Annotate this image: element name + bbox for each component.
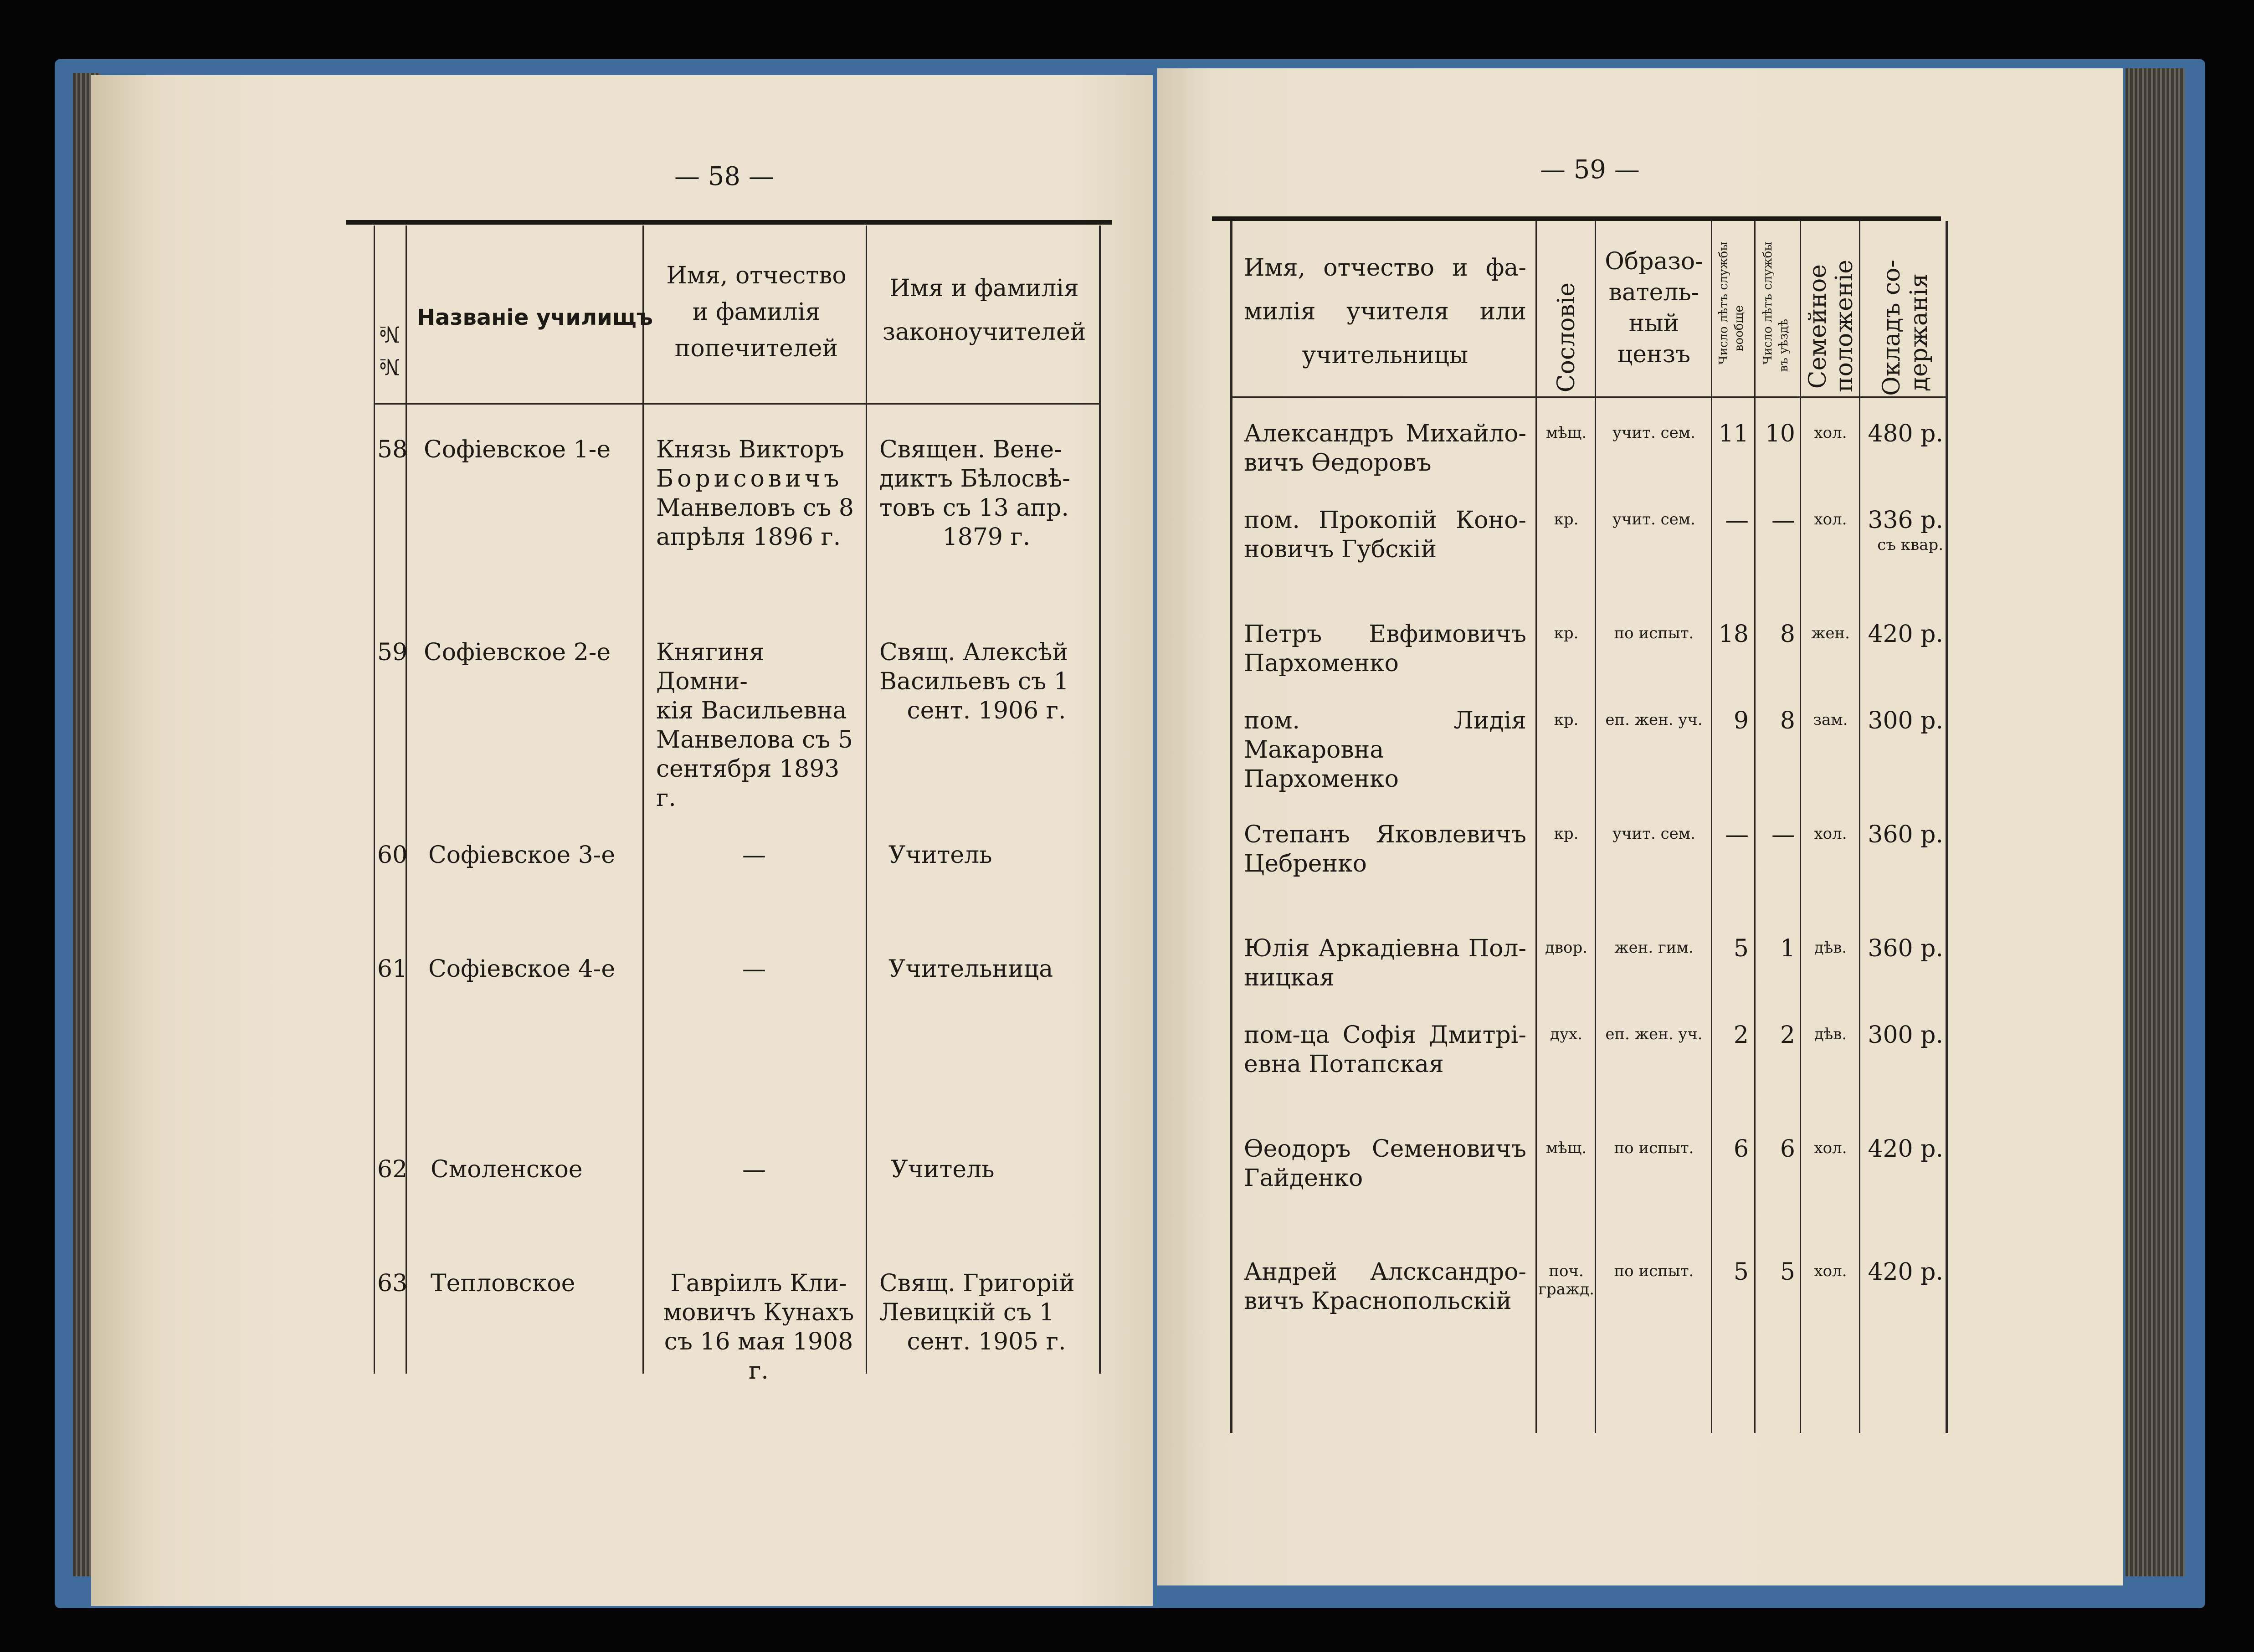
estate: кр. — [1554, 624, 1579, 642]
header-line: ватель- — [1608, 279, 1699, 306]
trustee-name: — — [742, 841, 766, 869]
header-line: Имя, отчество и фа- — [1244, 254, 1526, 282]
header-school: Названіе училищъ — [417, 305, 653, 330]
header-line: вообще — [1732, 305, 1746, 352]
estate — [1538, 1262, 1595, 1298]
salary-note: съ квар. — [1877, 536, 1943, 554]
text-line: съ 16 мая 1908 г. — [664, 1328, 853, 1385]
text-line: новичъ Губскій — [1244, 536, 1437, 563]
teacher-name — [1244, 506, 1526, 564]
table-divider — [1535, 221, 1537, 1433]
row-number: 61 — [377, 955, 408, 983]
salary: 336 р. — [1868, 507, 1943, 534]
years-uyezd: 2 — [1780, 1021, 1795, 1049]
page-number-left: — 58 — — [674, 162, 774, 191]
years-uyezd: 1 — [1780, 935, 1795, 962]
text-line: пом-ца Софія Дмитрі- — [1244, 1021, 1526, 1049]
text-line: Пархоменко — [1244, 765, 1399, 793]
right-page-stack — [2126, 68, 2185, 1576]
years-total: 18 — [1718, 621, 1749, 648]
family-status: хол. — [1814, 1262, 1847, 1280]
text-line: вичъ Өедоровъ — [1244, 449, 1432, 477]
header-line: Семейное — [1804, 264, 1832, 389]
text-line: Өеодоръ Семеновичъ — [1244, 1135, 1526, 1163]
priest-name — [879, 1269, 1094, 1356]
text-line: гражд. — [1538, 1280, 1594, 1298]
text-line: Пархоменко — [1244, 650, 1399, 677]
header-line: цензъ — [1617, 341, 1691, 368]
row-number: 60 — [377, 841, 408, 869]
school-name: Софіевское 4-е — [428, 955, 616, 983]
estate: кр. — [1554, 825, 1579, 843]
text-line: Княгиня Домни- — [656, 639, 765, 695]
table-divider — [1800, 221, 1801, 1433]
education-cens: учит. сем. — [1612, 825, 1695, 843]
trustee-name — [656, 638, 861, 813]
table-divider — [1595, 221, 1596, 1433]
text-line: диктъ Бѣлосвѣ- — [879, 465, 1070, 493]
years-total: 5 — [1733, 935, 1749, 962]
header-number: № № — [377, 321, 402, 380]
text-line: евна Потапская — [1244, 1051, 1444, 1078]
years-uyezd: 6 — [1780, 1135, 1795, 1163]
table-border-left — [1230, 221, 1232, 1433]
header-line: положеніе — [1831, 260, 1858, 392]
education-cens: по испыт. — [1614, 1139, 1694, 1157]
text-line: ницкая — [1244, 964, 1335, 991]
right-page — [1157, 68, 2123, 1585]
estate: кр. — [1554, 510, 1579, 528]
teacher-name — [1244, 1021, 1526, 1079]
header-line: милія учителя или — [1244, 298, 1526, 325]
left-page — [91, 75, 1153, 1606]
row-number: 59 — [377, 639, 408, 666]
table-border-right — [1099, 226, 1101, 1374]
trustee-name: — — [742, 1156, 766, 1183]
table-divider — [1859, 221, 1860, 1433]
header-line: учительницы — [1302, 342, 1468, 369]
salary: 300 р. — [1868, 1021, 1943, 1049]
text-line: сентября 1893 г. — [656, 755, 840, 812]
text-line: сент. 1906 г. — [907, 697, 1066, 724]
teacher-name — [1244, 934, 1526, 992]
text-line: Свящ. Григорій — [879, 1270, 1075, 1297]
text-line: Князь Викторъ — [656, 436, 844, 463]
text-line: Андрей Алскcандро- — [1244, 1258, 1526, 1286]
priest-name: Учитель — [891, 1156, 995, 1183]
education-cens: учит. сем. — [1612, 424, 1695, 442]
header-teacher — [1244, 246, 1526, 377]
teacher-name — [1244, 820, 1526, 878]
salary: 360 р. — [1868, 821, 1943, 848]
header-line: Имя и фамилія — [889, 275, 1079, 302]
header-line: Число лѣтъ службы — [1717, 241, 1730, 365]
trustee-name: — — [742, 955, 766, 983]
years-total: 6 — [1733, 1135, 1749, 1163]
text-line: товъ съ 13 апр. — [879, 494, 1069, 522]
text-line: мовичъ Кунахъ — [663, 1299, 854, 1326]
text-line: поч. — [1549, 1262, 1584, 1280]
header-line: въ уѣздѣ — [1777, 319, 1791, 372]
header-line: держанія — [1905, 273, 1933, 392]
priest-name: Учитель — [888, 841, 992, 869]
teacher-name — [1244, 1257, 1526, 1316]
teacher-name — [1244, 620, 1526, 678]
header-rule — [1230, 396, 1946, 398]
teacher-name — [1244, 1134, 1526, 1193]
table-border-right — [1946, 221, 1948, 1433]
salary: 360 р. — [1868, 935, 1943, 962]
family-status: хол. — [1814, 510, 1847, 528]
estate: мѣщ. — [1545, 1139, 1587, 1157]
text-line: Александръ Михайло- — [1244, 420, 1526, 447]
text-line: Петръ Евфимовичъ — [1244, 621, 1526, 648]
estate: двор. — [1545, 939, 1588, 957]
school-name: Софіевское 3-е — [428, 841, 616, 869]
years-uyezd: — — [1771, 821, 1795, 848]
text-line: сент. 1905 г. — [907, 1328, 1066, 1355]
header-line: и фамилія — [692, 298, 821, 326]
text-line: Манвелова съ 5 — [656, 726, 853, 754]
header-line: Окладъ со- — [1878, 260, 1905, 396]
header-line: законоучителей — [882, 318, 1086, 346]
text-line: Васильевъ съ 1 — [879, 668, 1069, 695]
text-line: Борисовичъ — [656, 465, 843, 493]
trustee-name — [656, 435, 857, 552]
trustee-name — [656, 1269, 861, 1385]
text-line: апрѣля 1896 г. — [656, 523, 841, 551]
estate: кр. — [1554, 711, 1579, 729]
table-divider — [406, 226, 407, 1374]
text-line: пом. Лидія Макаровна — [1244, 707, 1526, 764]
years-total: — — [1725, 821, 1749, 848]
salary: 420 р. — [1868, 1135, 1943, 1163]
table-divider — [866, 226, 867, 1374]
text-line: 1879 г. — [942, 523, 1031, 551]
text-line: кія Васильевна — [656, 697, 847, 724]
years-uyezd: 8 — [1780, 621, 1795, 648]
family-status: жен. — [1811, 624, 1850, 642]
school-name: Смоленское — [431, 1156, 583, 1183]
priest-name: Учительница — [888, 955, 1053, 983]
education-cens: по испыт. — [1614, 624, 1694, 642]
table-divider — [642, 226, 644, 1374]
text-line: Гавріилъ Кли- — [670, 1270, 847, 1297]
family-status: дѣв. — [1814, 1025, 1847, 1043]
family-status: дѣв. — [1814, 939, 1847, 957]
salary: 300 р. — [1868, 707, 1943, 734]
header-trustee — [647, 257, 866, 367]
table-border-left — [374, 226, 375, 1374]
header-education — [1597, 246, 1711, 370]
text-line: вичъ Краснопольскій — [1244, 1288, 1512, 1315]
priest-name — [879, 638, 1094, 725]
header-line: попечителей — [674, 335, 838, 362]
education-cens: учит. сем. — [1612, 510, 1695, 528]
education-cens: жен. гим. — [1614, 939, 1694, 957]
family-status: зам. — [1813, 711, 1848, 729]
header-estate: Сословіе — [1553, 282, 1580, 393]
text-line: Свящ. Алексѣй — [879, 639, 1068, 666]
teacher-name — [1244, 706, 1526, 794]
row-number: 62 — [377, 1156, 408, 1183]
family-status: хол. — [1814, 825, 1847, 843]
table-top-rule — [1212, 216, 1941, 221]
years-total: — — [1725, 507, 1749, 534]
table-top-rule — [346, 220, 1112, 225]
text-line: пом. Прокопій Коно- — [1244, 507, 1526, 534]
priest-name — [879, 435, 1094, 552]
header-priest — [870, 267, 1098, 354]
text-line: Цебренко — [1244, 850, 1367, 877]
text-line: Манвеловъ съ 8 — [656, 494, 854, 522]
header-line: Образо- — [1605, 248, 1703, 275]
salary: 480 р. — [1868, 420, 1943, 447]
text-line: Гайденко — [1244, 1165, 1363, 1192]
years-total: 9 — [1733, 707, 1749, 734]
row-number: 63 — [377, 1270, 408, 1297]
years-uyezd: 10 — [1765, 420, 1795, 447]
header-rule — [374, 403, 1100, 405]
years-total: 2 — [1733, 1021, 1749, 1049]
text-line: Юлія Аркадіевна Пол- — [1244, 935, 1526, 962]
school-name: Софіевское 2-е — [424, 639, 611, 666]
teacher-name — [1244, 419, 1526, 477]
education-cens: по испыт. — [1614, 1262, 1694, 1280]
years-uyezd: — — [1771, 507, 1795, 534]
estate: дух. — [1550, 1025, 1582, 1043]
page-number-right: — 59 — — [1540, 155, 1640, 185]
education-cens: еп. жен. уч. — [1605, 711, 1703, 729]
school-name: Тепловское — [431, 1270, 575, 1297]
school-name: Софіевское 1-е — [424, 436, 611, 463]
family-status: хол. — [1814, 424, 1847, 442]
header-line: ный — [1628, 310, 1679, 337]
years-uyezd: 8 — [1780, 707, 1795, 734]
years-uyezd: 5 — [1780, 1258, 1795, 1286]
family-status: хол. — [1814, 1139, 1847, 1157]
salary: 420 р. — [1868, 1258, 1943, 1286]
text-line: Степанъ Яковлевичъ — [1244, 821, 1526, 848]
education-cens: еп. жен. уч. — [1605, 1025, 1703, 1043]
row-number: 58 — [377, 436, 408, 463]
text-line: Левицкій съ 1 — [879, 1299, 1054, 1326]
years-total: 5 — [1733, 1258, 1749, 1286]
estate: мѣщ. — [1545, 424, 1587, 442]
header-line: Имя, отчество — [666, 262, 847, 289]
table-divider — [1754, 221, 1756, 1433]
header-line: Число лѣтъ службы — [1761, 241, 1775, 365]
salary: 420 р. — [1868, 621, 1943, 648]
text-line: Священ. Вене- — [879, 436, 1062, 463]
years-total: 11 — [1718, 420, 1749, 447]
